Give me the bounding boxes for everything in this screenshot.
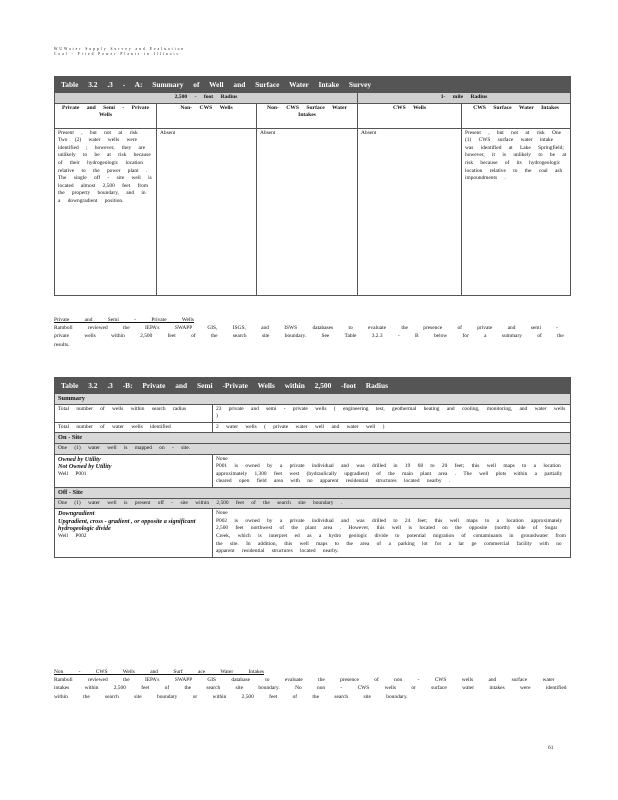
group-1mile: 1- mile Radius	[358, 93, 571, 104]
row-total-wells-label: Total number of wells within search radius	[55, 404, 213, 422]
header-line-2: Coal - Fired Power Plants in Illinois	[54, 52, 180, 56]
section-non-cws	[54, 668, 570, 701]
running-header	[54, 47, 185, 57]
offsite-labels	[55, 509, 213, 558]
cell-cws-wells: Absent	[358, 128, 462, 295]
cell-cws-surface: Present , but not at risk One (1) CWS surface water intake was identified at Lake Springfield; however, it is unlikely to be at risk because of its hydrogeologic location relative to the coal ash impoundments .	[462, 128, 571, 295]
col-non-cws-wells: Non- CWS Wells	[157, 103, 257, 128]
col-private-wells: Private and Semi - Private Wells	[55, 103, 157, 128]
group-2500ft: 2,500 - foot Radius	[55, 93, 358, 104]
offsite-subheading: One (1) water well is present off - site within 2,500 feet of the search site boundary .	[55, 498, 571, 509]
header-line-1: WUWater Supply Survey and Evaluation	[54, 47, 186, 51]
cell-non-cws-wells: Absent	[157, 128, 257, 295]
cell-private-wells: Present , but not at risk Two (2) water wells were identified ; however, they are unlikely to be at risk because of their hydrogeologic location relative to the power plant . The single off - site well is located almost 2,500 feet from the property boundary, and in a downgradient position.	[55, 128, 157, 295]
offsite-heading: Off - Site	[55, 487, 571, 498]
onsite-values	[213, 454, 571, 487]
onsite-subheading: One (1) water well is mapped on - site.	[55, 443, 571, 454]
page-number: 61	[548, 745, 554, 751]
onsite-labels	[55, 454, 213, 487]
table-private-wells	[54, 377, 571, 558]
row-total-wells-value: 23 private and semi - private wells ( engineering test, geothermal heating and cooling, monitoring, and water wells )	[213, 404, 571, 422]
offsite-well-id: Well P002	[58, 532, 87, 539]
section-non-cws-text: Ramboll reviewed the IEPA's SWAPP GIS database to evaluate the presence of non - CWS wells and surface water intakes within 2,500 feet of the search site boundary. No non - CWS wells or surface water intakes were identified within the search site boundary or within 2,500 feet of the search site boundary.	[54, 677, 567, 700]
onsite-heading: On - Site	[55, 433, 571, 444]
section-private-wells-heading: Private and Semi - Private Wells	[54, 317, 194, 323]
table-a-title: Table 3.2 .3 - A: Summary of Well and Surface Water Intake Survey	[55, 77, 571, 93]
section-private-wells	[54, 316, 570, 349]
section-non-cws-heading: Non - CWS Wells and Surf ace Water Intakes	[54, 669, 265, 675]
col-cws-surface: CWS Surface Water Intakes	[462, 103, 571, 128]
onsite-not-owned-value: P001 is owned by a private individual and was drilled in 19 68 to 20 feet; this well maps to a location approximately 1,300 feet west (hydraulically upgradient) of the main plant area . The well plots within a partially cleared open field area with no apparent residential structures located nearby .	[216, 463, 563, 485]
row-water-wells-label: Total number of water wells identified	[55, 422, 213, 433]
offsite-values	[213, 509, 571, 558]
offsite-downgradient-label: Downgradient	[58, 510, 95, 518]
onsite-owned-label: Owned by Utility	[58, 455, 101, 463]
table-b-title: Table 3.2 .3 -B: Private and Semi -Private Wells within 2,500 -foot Radius	[55, 378, 571, 394]
offsite-upgradient-value: P002 is owned by a private individual and was drilled to 24 feet; this well maps to a location approximately 2,500 feet northwest of the plant area . However, this well is located on the opposite (north) side of Sugar Creek, which is interpret ed as a hydro geologic divide to potential migration of contaminants in groundwater from the site. In addition, this well maps to the area of a parking lot for a lar ge commercial facility with no apparent residential structures located nearby.	[216, 517, 566, 555]
onsite-well-id: Well P001	[58, 470, 87, 477]
onsite-not-owned-label: Not Owned by Utility	[58, 463, 112, 471]
col-cws-wells: CWS Wells	[358, 103, 462, 128]
cell-non-cws-surface: Absent	[257, 128, 358, 295]
offsite-downgradient-value: None	[216, 510, 228, 517]
onsite-owned-value: None	[216, 455, 228, 462]
summary-heading: Summary	[55, 394, 571, 405]
section-private-wells-text: Ramboll reviewed the IEPA's SWAPP GIS, ISGS, and ISWS databases to evaluate the presence of private and semi - private wells within 2,500 feet of the search site boundary. See Table 3.2.3 - B below for a summary of the results.	[54, 325, 564, 348]
table-summary-survey	[54, 76, 571, 296]
row-water-wells-value: 2 water wells ( private water well and water well )	[213, 422, 571, 433]
offsite-upgradient-label: Upgradient, cross - gradient , or opposite a significant hydrogeologic divide	[58, 517, 196, 533]
col-non-cws-surface: Non- CWS Surface Water Intakes	[257, 103, 358, 128]
